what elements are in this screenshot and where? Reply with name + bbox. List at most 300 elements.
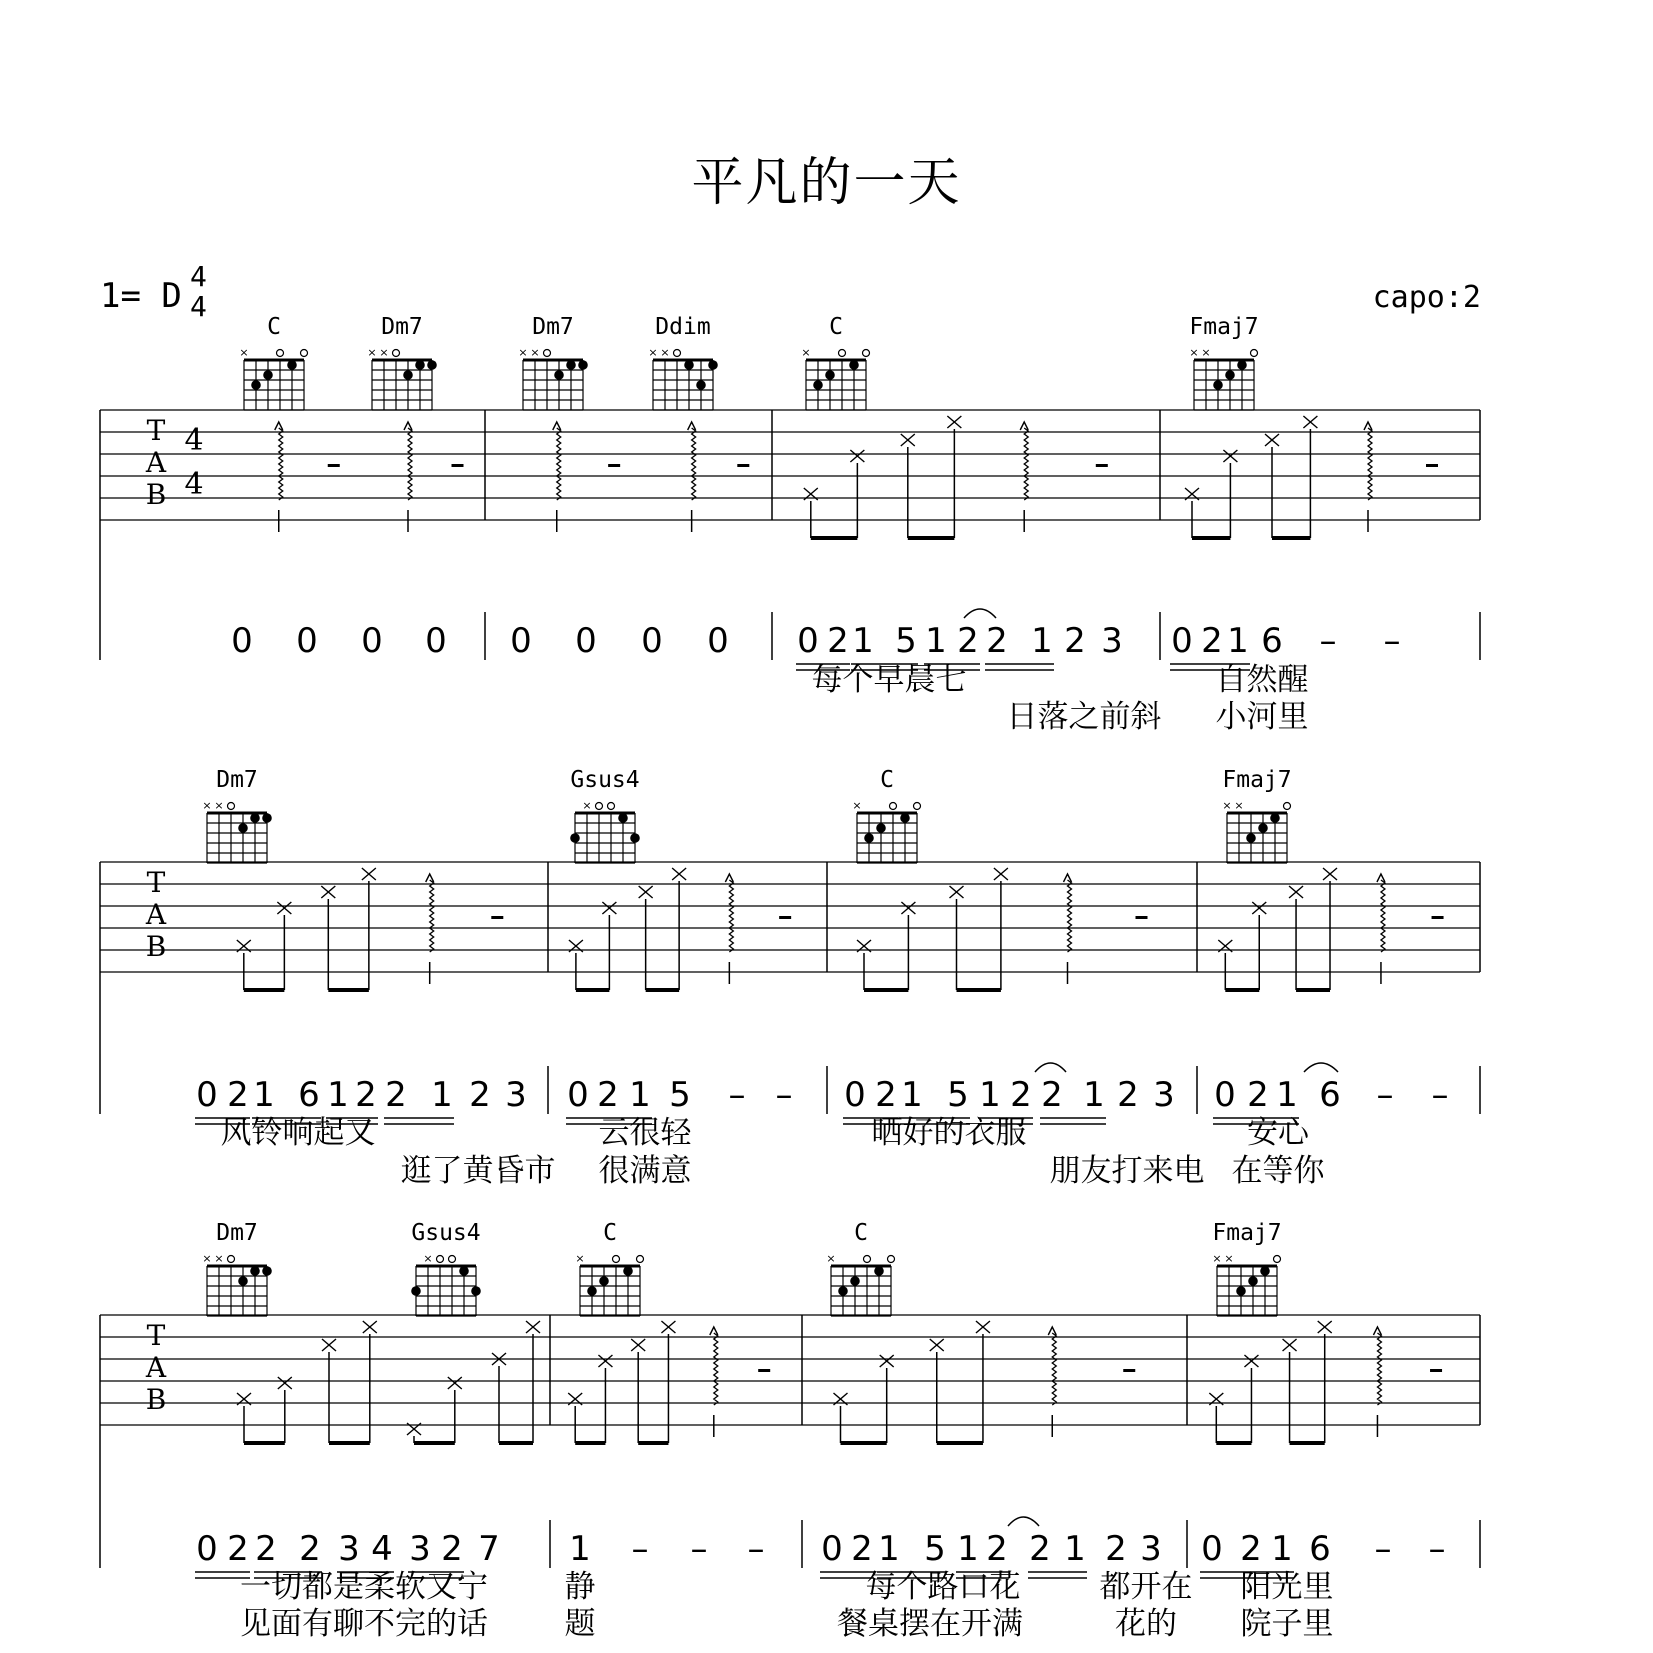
jianpu-note: 2 bbox=[851, 1529, 873, 1569]
finger-dot bbox=[599, 1276, 609, 1286]
chord-diagram bbox=[1212, 1220, 1281, 1316]
lyric-verse-2: 花的 bbox=[1115, 1606, 1177, 1642]
chord-diagram bbox=[852, 767, 920, 863]
strum-wave bbox=[692, 428, 696, 500]
finger-dot bbox=[696, 380, 706, 390]
rest-mark bbox=[1096, 464, 1108, 467]
jianpu-note: 2 bbox=[441, 1529, 463, 1569]
chord-name: Dm7 bbox=[381, 314, 423, 340]
jianpu-note: 0 bbox=[707, 621, 729, 661]
mute-mark: × bbox=[202, 1252, 212, 1265]
chord-name: Fmaj7 bbox=[1212, 1220, 1282, 1246]
tab-note-x bbox=[598, 1355, 612, 1367]
jianpu-note: 3 bbox=[1140, 1529, 1162, 1569]
tab-note-x bbox=[602, 902, 616, 914]
jianpu-note: 1 bbox=[253, 1075, 275, 1115]
tab-note-x bbox=[661, 1321, 675, 1333]
tab-note-x bbox=[1223, 450, 1237, 462]
jianpu-note: 1 bbox=[569, 1529, 591, 1569]
chord-diagram bbox=[202, 1220, 271, 1316]
strum-wave bbox=[1368, 428, 1372, 500]
chord-name: Dm7 bbox=[216, 767, 258, 793]
open-string-mark bbox=[839, 350, 846, 357]
jianpu-note: 0 bbox=[567, 1075, 589, 1115]
lyric-verse-1: 风铃响起又 bbox=[220, 1115, 376, 1151]
jianpu-note: 1 bbox=[1271, 1529, 1293, 1569]
finger-dot bbox=[262, 813, 272, 823]
finger-dot bbox=[262, 1266, 272, 1276]
note-beam bbox=[575, 1441, 605, 1445]
jianpu-note: – bbox=[775, 1075, 793, 1115]
mute-mark: × bbox=[648, 346, 658, 359]
note-beam bbox=[414, 1441, 455, 1445]
tab-note-x bbox=[1289, 886, 1303, 898]
finger-dot bbox=[1236, 1286, 1246, 1296]
tab-note-x bbox=[672, 868, 686, 880]
lyric-verse-1: 每个早晨七 bbox=[811, 662, 967, 698]
open-string-mark bbox=[1284, 803, 1291, 810]
note-beam bbox=[576, 988, 609, 992]
tab-note-x bbox=[901, 902, 915, 914]
jianpu-note: 5 bbox=[669, 1075, 691, 1115]
jianpu-note: 1 bbox=[327, 1075, 349, 1115]
note-beam bbox=[646, 988, 679, 992]
jianpu-note: 2 bbox=[957, 621, 979, 661]
mute-mark: × bbox=[214, 1252, 224, 1265]
tab-time-top: 4 bbox=[184, 423, 204, 458]
lyric-verse-2: 很满意 bbox=[598, 1153, 692, 1189]
open-string-mark bbox=[449, 1256, 456, 1263]
tab-note-x bbox=[1244, 1355, 1258, 1367]
finger-dot bbox=[1213, 380, 1223, 390]
jianpu-note: 2 bbox=[355, 1075, 377, 1115]
tab-note-x bbox=[322, 1339, 336, 1351]
jianpu-note: 0 bbox=[361, 621, 383, 661]
jianpu-note: – bbox=[1383, 621, 1401, 661]
jianpu-note: – bbox=[1431, 1075, 1449, 1115]
finger-dot bbox=[684, 360, 694, 370]
finger-dot bbox=[459, 1266, 469, 1276]
note-beam bbox=[811, 536, 858, 540]
mute-mark: × bbox=[575, 1252, 585, 1265]
finger-dot bbox=[238, 1276, 248, 1286]
open-string-mark bbox=[393, 350, 400, 357]
strum-arpeggio bbox=[1373, 1327, 1381, 1405]
strum-arpeggio bbox=[1020, 422, 1028, 500]
strum-arpeggio bbox=[553, 422, 561, 500]
finger-dot bbox=[471, 1286, 481, 1296]
tab-note-x bbox=[362, 868, 376, 880]
jianpu-note: 0 bbox=[641, 621, 663, 661]
jianpu-note: 1 bbox=[1031, 621, 1053, 661]
rest-mark bbox=[491, 916, 503, 919]
jianpu-note: 1 bbox=[1227, 621, 1249, 661]
jianpu-note: 2 bbox=[469, 1075, 491, 1115]
jianpu-note: 2 bbox=[227, 1529, 249, 1569]
note-beam bbox=[1192, 536, 1230, 540]
mute-mark: × bbox=[660, 346, 670, 359]
jianpu-note: 3 bbox=[338, 1529, 360, 1569]
mute-mark: × bbox=[379, 346, 389, 359]
jianpu-note: 2 bbox=[1105, 1529, 1127, 1569]
jianpu-note: – bbox=[1376, 1075, 1394, 1115]
finger-dot bbox=[570, 833, 580, 843]
chord-name: Gsus4 bbox=[411, 1220, 481, 1246]
tab-note-x bbox=[526, 1321, 540, 1333]
jianpu-note: – bbox=[631, 1529, 649, 1569]
jianpu-note: 5 bbox=[895, 621, 917, 661]
tab-note-x bbox=[901, 434, 915, 446]
finger-dot bbox=[1248, 1276, 1258, 1286]
open-string-mark bbox=[863, 350, 870, 357]
mute-mark: × bbox=[202, 799, 212, 812]
strum-arpeggio bbox=[275, 422, 283, 500]
mute-mark: × bbox=[518, 346, 528, 359]
tab-letter-b: B bbox=[145, 478, 167, 511]
jianpu-note: 6 bbox=[1319, 1075, 1341, 1115]
jianpu-note: 2 bbox=[986, 1529, 1008, 1569]
tab-note-x bbox=[930, 1339, 944, 1351]
jianpu-note: 2 bbox=[1240, 1529, 1262, 1569]
tab-note-x bbox=[1283, 1339, 1297, 1351]
strum-arpeggio bbox=[688, 422, 696, 500]
open-string-mark bbox=[1274, 1256, 1281, 1263]
open-string-mark bbox=[608, 803, 615, 810]
tab-note-x bbox=[1318, 1321, 1332, 1333]
jianpu-note: 0 bbox=[844, 1075, 866, 1115]
open-string-mark bbox=[890, 803, 897, 810]
tab-letter-t: T bbox=[146, 1319, 166, 1352]
rest-mark bbox=[328, 464, 340, 467]
tab-note-x bbox=[976, 1321, 990, 1333]
chord-name: C bbox=[603, 1220, 617, 1246]
strum-arpeggio bbox=[426, 874, 434, 952]
note-beam bbox=[328, 988, 369, 992]
tab-note-x bbox=[950, 886, 964, 898]
finger-dot bbox=[1258, 823, 1268, 833]
jianpu-note: 2 bbox=[255, 1529, 277, 1569]
jianpu-note: 1 bbox=[629, 1075, 651, 1115]
jianpu-note: 2 bbox=[875, 1075, 897, 1115]
tab-note-x bbox=[1303, 416, 1317, 428]
rest-mark bbox=[608, 464, 620, 467]
jianpu-note: 3 bbox=[505, 1075, 527, 1115]
chord-diagram bbox=[801, 314, 869, 410]
strum-wave bbox=[430, 880, 434, 952]
chord-diagram bbox=[570, 767, 640, 863]
finger-dot bbox=[250, 1266, 260, 1276]
lyric-verse-2: 日落之前斜 bbox=[1006, 699, 1162, 735]
note-beam bbox=[1272, 536, 1310, 540]
jianpu-note: – bbox=[747, 1529, 765, 1569]
lyric-verse-1: 静 bbox=[564, 1569, 596, 1605]
note-beam bbox=[937, 1441, 983, 1445]
lyric-verse-2: 院子里 bbox=[1240, 1606, 1334, 1642]
mute-mark: × bbox=[1234, 799, 1244, 812]
jianpu-note: 5 bbox=[924, 1529, 946, 1569]
mute-mark: × bbox=[239, 346, 249, 359]
note-beam bbox=[841, 1441, 887, 1445]
strum-wave bbox=[729, 880, 733, 952]
open-string-mark bbox=[613, 1256, 620, 1263]
rest-mark bbox=[737, 464, 749, 467]
jianpu-note: 7 bbox=[478, 1529, 500, 1569]
mute-mark: × bbox=[1224, 1252, 1234, 1265]
tab-letter-a: A bbox=[145, 446, 167, 479]
jianpu-note: – bbox=[728, 1075, 746, 1115]
strum-wave bbox=[557, 428, 561, 500]
tie-arc bbox=[1035, 1063, 1066, 1072]
jianpu-note: 0 bbox=[821, 1529, 843, 1569]
jianpu-note: 0 bbox=[425, 621, 447, 661]
strum-wave bbox=[1381, 880, 1385, 952]
note-beam bbox=[864, 988, 908, 992]
finger-dot bbox=[263, 370, 273, 380]
jianpu-note: 1 bbox=[925, 621, 947, 661]
jianpu-note: 0 bbox=[510, 621, 532, 661]
jianpu-note: 1 bbox=[1276, 1075, 1298, 1115]
mute-mark: × bbox=[367, 346, 377, 359]
finger-dot bbox=[1270, 813, 1280, 823]
note-beam bbox=[1216, 1441, 1251, 1445]
mute-mark: × bbox=[1201, 346, 1211, 359]
note-beam bbox=[638, 1441, 668, 1445]
strum-arpeggio bbox=[404, 422, 412, 500]
open-string-mark bbox=[1251, 350, 1258, 357]
jianpu-note: 3 bbox=[1101, 621, 1123, 661]
open-string-mark bbox=[277, 350, 284, 357]
open-string-mark bbox=[596, 803, 603, 810]
rest-mark bbox=[1123, 1369, 1135, 1372]
jianpu-note: 0 bbox=[575, 621, 597, 661]
chord-diagram bbox=[411, 1220, 481, 1316]
chord-name: Gsus4 bbox=[570, 767, 640, 793]
tie-arc bbox=[1008, 1517, 1039, 1526]
open-string-mark bbox=[437, 1256, 444, 1263]
finger-dot bbox=[1260, 1266, 1270, 1276]
rest-mark bbox=[1430, 1369, 1442, 1372]
tab-note-x bbox=[277, 902, 291, 914]
jianpu-note: 2 bbox=[986, 621, 1008, 661]
rest-mark bbox=[1426, 464, 1438, 467]
note-beam bbox=[1225, 988, 1259, 992]
jianpu-note: 2 bbox=[1010, 1075, 1032, 1115]
jianpu-note: 0 bbox=[1171, 621, 1193, 661]
jianpu-note: 4 bbox=[371, 1529, 393, 1569]
lyric-verse-1: 云很轻 bbox=[598, 1115, 692, 1151]
finger-dot bbox=[1246, 833, 1256, 843]
chord-diagram bbox=[202, 767, 271, 863]
strum-arpeggio bbox=[1048, 1327, 1056, 1405]
finger-dot bbox=[415, 360, 425, 370]
time-signature-bottom: 4 bbox=[190, 290, 207, 323]
finger-dot bbox=[238, 823, 248, 833]
lyric-verse-2: 餐桌摆在开满 bbox=[837, 1606, 1023, 1642]
finger-dot bbox=[900, 813, 910, 823]
tab-note-x bbox=[448, 1377, 462, 1389]
tab-note-x bbox=[850, 450, 864, 462]
chord-name: Dm7 bbox=[216, 1220, 258, 1246]
open-string-mark bbox=[228, 1256, 235, 1263]
jianpu-note: 3 bbox=[409, 1529, 431, 1569]
finger-dot bbox=[825, 370, 835, 380]
jianpu-note: 1 bbox=[878, 1529, 900, 1569]
tab-note-x bbox=[639, 886, 653, 898]
jianpu-note: 2 bbox=[1064, 621, 1086, 661]
jianpu-note: 1 bbox=[431, 1075, 453, 1115]
strum-wave bbox=[714, 1333, 718, 1405]
note-beam bbox=[244, 1441, 285, 1445]
jianpu-note: – bbox=[690, 1529, 708, 1569]
strum-arpeggio bbox=[1377, 874, 1385, 952]
rest-mark bbox=[452, 464, 464, 467]
chord-diagram bbox=[1189, 314, 1258, 410]
tab-note-x bbox=[363, 1321, 377, 1333]
chord-name: C bbox=[267, 314, 281, 340]
jianpu-note: 5 bbox=[947, 1075, 969, 1115]
jianpu-note: 1 bbox=[1064, 1529, 1086, 1569]
lyric-verse-1: 阳光里 bbox=[1240, 1569, 1334, 1605]
jianpu-note: 0 bbox=[196, 1075, 218, 1115]
jianpu-note: 3 bbox=[1153, 1075, 1175, 1115]
rest-mark bbox=[1136, 916, 1148, 919]
jianpu-note: 6 bbox=[298, 1075, 320, 1115]
mute-mark: × bbox=[214, 799, 224, 812]
strum-arpeggio bbox=[710, 1327, 718, 1405]
jianpu-note: – bbox=[1374, 1529, 1392, 1569]
tab-letter-a: A bbox=[145, 1351, 167, 1384]
lyric-verse-2: 见面有聊不完的话 bbox=[240, 1606, 488, 1642]
open-string-mark bbox=[864, 1256, 871, 1263]
strum-wave bbox=[408, 428, 412, 500]
mute-mark: × bbox=[801, 346, 811, 359]
finger-dot bbox=[813, 380, 823, 390]
jianpu-note: 0 bbox=[231, 621, 253, 661]
lyric-verse-2: 朋友打来电 bbox=[1049, 1153, 1205, 1189]
jianpu-note: 1 bbox=[979, 1075, 1001, 1115]
jianpu-note: 2 bbox=[1247, 1075, 1269, 1115]
strum-wave bbox=[1024, 428, 1028, 500]
tab-note-x bbox=[1252, 902, 1266, 914]
finger-dot bbox=[251, 380, 261, 390]
lyric-verse-1: 一切都是柔软又宁 bbox=[240, 1569, 488, 1605]
finger-dot bbox=[876, 823, 886, 833]
jianpu-note: 2 bbox=[299, 1529, 321, 1569]
rest-mark bbox=[1432, 916, 1444, 919]
mute-mark: × bbox=[852, 799, 862, 812]
finger-dot bbox=[566, 360, 576, 370]
chord-name: C bbox=[880, 767, 894, 793]
tab-note-x bbox=[321, 886, 335, 898]
strum-wave bbox=[1377, 1333, 1381, 1405]
tab-note-x bbox=[947, 416, 961, 428]
strum-arpeggio bbox=[1064, 874, 1072, 952]
finger-dot bbox=[849, 360, 859, 370]
lyric-verse-1: 晒好的衣服 bbox=[871, 1115, 1027, 1151]
tab-time-bottom: 4 bbox=[184, 467, 204, 502]
note-beam bbox=[908, 536, 955, 540]
chord-name: C bbox=[854, 1220, 868, 1246]
jianpu-note: 1 bbox=[901, 1075, 923, 1115]
strum-arpeggio bbox=[1364, 422, 1372, 500]
jianpu-note: 2 bbox=[1041, 1075, 1063, 1115]
lyric-verse-1: 都开在 bbox=[1099, 1569, 1193, 1605]
jianpu-note: 6 bbox=[1309, 1529, 1331, 1569]
tab-note-x bbox=[1323, 868, 1337, 880]
strum-wave bbox=[1068, 880, 1072, 952]
jianpu-note: 0 bbox=[1214, 1075, 1236, 1115]
finger-dot bbox=[850, 1276, 860, 1286]
capo-indicator: capo:2 bbox=[1372, 280, 1481, 315]
tab-note-x bbox=[994, 868, 1008, 880]
finger-dot bbox=[427, 360, 437, 370]
mute-mark: × bbox=[1189, 346, 1199, 359]
note-beam bbox=[499, 1441, 533, 1445]
jianpu-note: 0 bbox=[797, 621, 819, 661]
finger-dot bbox=[838, 1286, 848, 1296]
open-string-mark bbox=[301, 350, 308, 357]
finger-dot bbox=[250, 813, 260, 823]
chord-name: C bbox=[829, 314, 843, 340]
jianpu-note: 2 bbox=[597, 1075, 619, 1115]
tab-letter-t: T bbox=[146, 414, 166, 447]
rest-mark bbox=[758, 1369, 770, 1372]
note-beam bbox=[957, 988, 1001, 992]
tab-letter-b: B bbox=[145, 1383, 167, 1416]
lyric-verse-2: 小河里 bbox=[1215, 699, 1309, 735]
lyric-verse-1: 安心 bbox=[1247, 1115, 1309, 1151]
tab-note-x bbox=[880, 1355, 894, 1367]
finger-dot bbox=[864, 833, 874, 843]
key-signature: 1= D bbox=[100, 276, 182, 316]
finger-dot bbox=[287, 360, 297, 370]
chord-name: Fmaj7 bbox=[1189, 314, 1259, 340]
lyric-verse-2: 题 bbox=[564, 1606, 596, 1642]
strum-arpeggio bbox=[725, 874, 733, 952]
note-beam bbox=[244, 988, 285, 992]
jianpu-note: 2 bbox=[385, 1075, 407, 1115]
lyric-verse-1: 自然醒 bbox=[1215, 662, 1309, 698]
chord-diagram bbox=[575, 1220, 643, 1316]
note-beam bbox=[1290, 1441, 1325, 1445]
mute-mark: × bbox=[1222, 799, 1232, 812]
chord-diagram bbox=[239, 314, 307, 410]
open-string-mark bbox=[228, 803, 235, 810]
jianpu-note: 0 bbox=[1201, 1529, 1223, 1569]
finger-dot bbox=[587, 1286, 597, 1296]
jianpu-note: 2 bbox=[1117, 1075, 1139, 1115]
mute-mark: × bbox=[582, 799, 592, 812]
jianpu-note: 2 bbox=[1029, 1529, 1051, 1569]
jianpu-note: 2 bbox=[827, 621, 849, 661]
jianpu-note: 0 bbox=[196, 1529, 218, 1569]
mute-mark: × bbox=[826, 1252, 836, 1265]
jianpu-note: – bbox=[1428, 1529, 1446, 1569]
open-string-mark bbox=[544, 350, 551, 357]
finger-dot bbox=[630, 833, 640, 843]
song-title: 平凡的一天 bbox=[691, 153, 962, 213]
tab-note-x bbox=[278, 1377, 292, 1389]
rest-mark bbox=[779, 916, 791, 919]
lyric-verse-2: 逛了黄昏市 bbox=[400, 1153, 556, 1189]
jianpu-note: 1 bbox=[852, 621, 874, 661]
tab-letter-t: T bbox=[146, 866, 166, 899]
open-string-mark bbox=[637, 1256, 644, 1263]
tab-letter-a: A bbox=[145, 898, 167, 931]
jianpu-note: 2 bbox=[227, 1075, 249, 1115]
tie-arc bbox=[964, 609, 996, 618]
finger-dot bbox=[403, 370, 413, 380]
